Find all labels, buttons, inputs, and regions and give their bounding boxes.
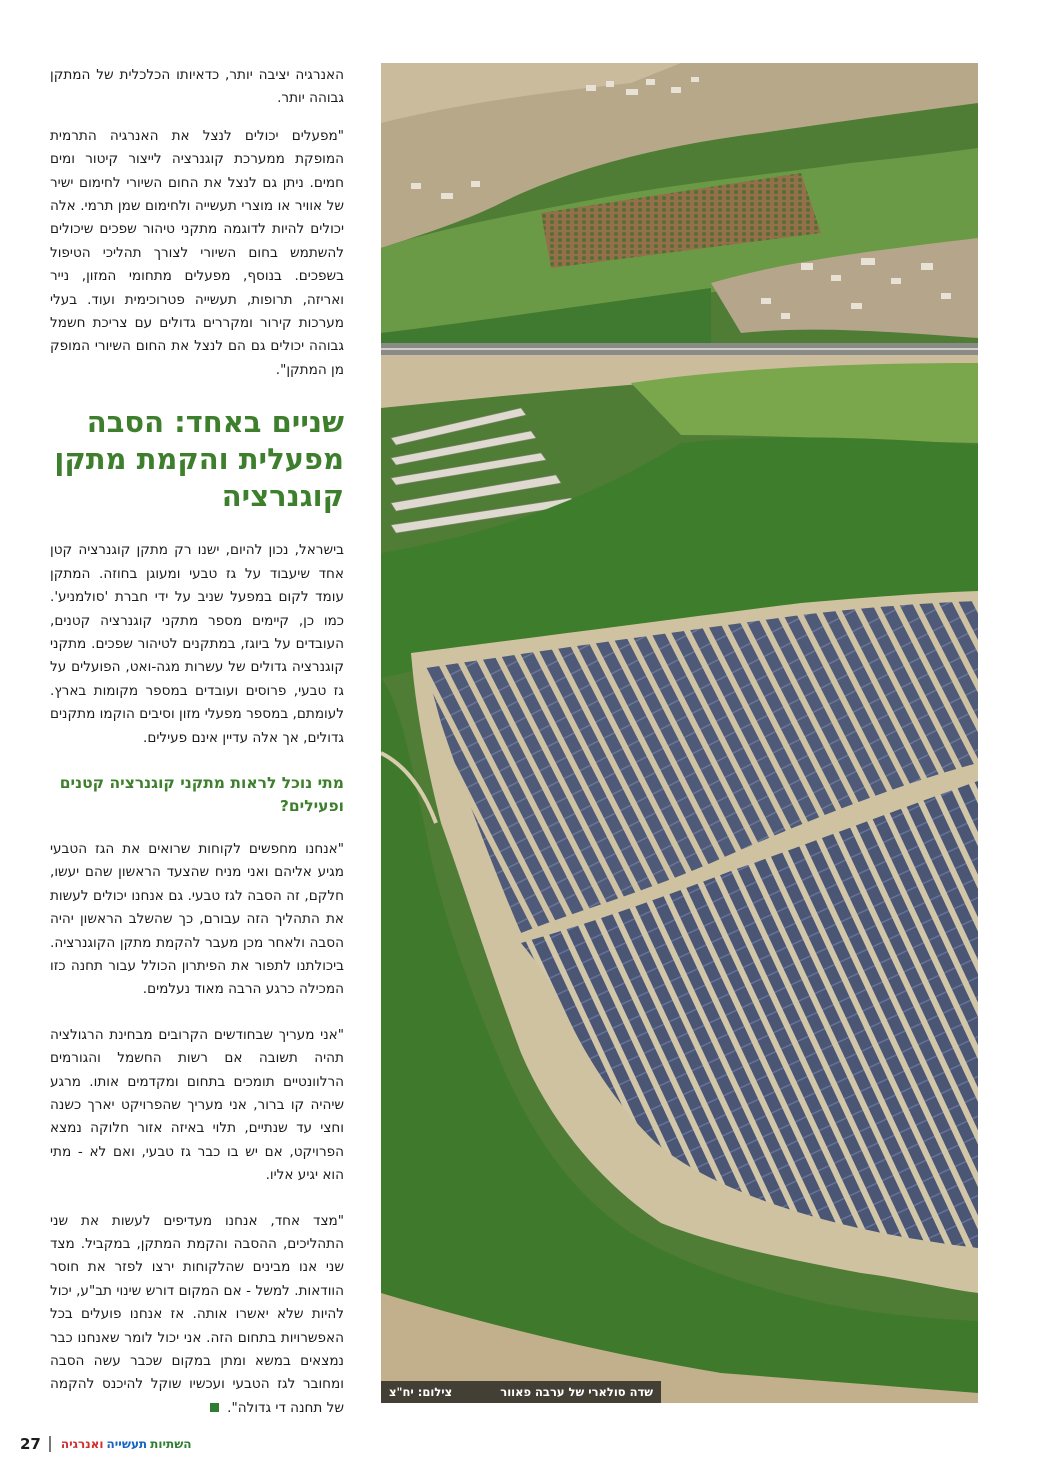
paragraph-2: "מפעלים יכולים לנצל את האנרגיה התרמית המופקת ממערכת קוגנרציה לייצור קיטור ומים חמים. ניתן גם לנצל את החום השיורי לחימום ישיר של אוויר או מוצרי תעשייה ולחימום שמן תרמי. אלה יכולים להיות לדוגמה מתקני טיהור שפכים שיכולים להשתמש בחום השיורי לצורך תהליכי הטיפול בשפכים. בנוסף, מפעלים מתחומי המזון, נייר ואריזה, תרופות, תעשייה פטרוכימית ועוד. בעלי מערכות קירור ומקררים גדולים עם צריכת חשמל גבוהה יכולים גם הם לנצל את החום השיורי המופק מן המתקן". — [50, 127, 344, 378]
photo-caption-bar — [381, 1381, 661, 1403]
publication-name-part-1: השתיות — [150, 1437, 192, 1451]
footer-divider — [49, 1436, 51, 1452]
publication-name-part-2: תעשייה — [106, 1437, 148, 1451]
paragraph-6-text: "מצד אחד, אנחנו מעדיפים לעשות את שני התהליכים, ההסבה והקמת המתקן, במקביל. מצד שני אנו מבינים שהלקוחות ירצו לפזר את חוסר הוודאות. למשל - אם המקום דורש שינוי תב"ע, יכול להיות שלא יאשרו אותה. אז אנחנו פועלים בכל האפשרויות בתחום הזה. אני יכול לומר שאנחנו כבר נמצאים במשא ומתן במקום שכבר עשה הסבה ומחובר לגז הטבעי ועכשיו שוקל להיכנס להקמה של תחנה די גדולה". — [50, 1212, 344, 1416]
publication-name-part-3: ואנרגיה — [60, 1437, 104, 1451]
photo-caption: שדה סולארי של ערבה פאוור — [500, 1385, 653, 1399]
aerial-solar-field-photo — [381, 63, 978, 1403]
photo-credit: צילום: יח"צ — [389, 1385, 453, 1399]
paragraph-4: "אנחנו מחפשים לקוחות שרואים את הגז הטבעי מגיע אליהם ואני מניח שהצעד הראשון שהם יעשו, חלקם, זה הסבה לגז טבעי. גם אנחנו יכולים לעשות את התהליך הזה עבורם, כך שהשלב הראשון יהיה הסבה ולאחר מכן מעבר להקמת מתקן הקוגנרציה. ביכולתנו לתפור את הפיתרון הכולל עבור תחנה כזו המכילה כרגע הרבה מאוד נעלמים. — [50, 840, 344, 998]
paragraph-1: האנרגיה יציבה יותר, כדאיותו הכלכלית של המתקן גבוהה יותר. — [50, 67, 344, 107]
paragraph-6 — [50, 1210, 344, 1421]
page-footer — [20, 1434, 192, 1454]
section-heading-2: מתי נוכל לראות מתקני קוגנרציה קטנים ופעילים? — [59, 773, 344, 815]
section-heading-1: שניים באחד: הסבה מפעלית והקמת מתקן קוגנרציה — [54, 405, 344, 514]
paragraph-5: "אני מעריך שבחודשים הקרובים מבחינת הרגולציה תהיה תשובה אם רשות החשמל והגורמים הרלוונטיים תומכים בתחום ומקדמים אותו. מרגע שיהיה קו ברור, אני מעריך שהפרויקט יארך כשנה וחצי עד שנתיים, תלוי באיזה אזור חלוקה נמצא הפרויקט, אם יש בו כבר גז טבעי, ואם לא - מתי הוא יגיע אליו. — [50, 1026, 344, 1184]
page-number: 27 — [20, 1435, 41, 1453]
publication-name — [61, 1437, 192, 1451]
paragraph-3: בישראל, נכון להיום, ישנו רק מתקן קוגנרציה קטן אחד שיעבוד על גז טבעי ומעוגן בחוזה. המתקן עומד לקום במפעל שניב על ידי חברת 'סולמניע'. כמו כן, קיימים מספר מתקני קוגנרציה קטנים, העובדים על ביוגז, במתקנים לטיהור שפכים. מתקני קוגנרציה גדולים של עשרות מגה-ואט, הפועלים על גז טבעי, פרוסים ועובדים במספר מקומות בארץ. לעומתם, במספר מפעלי מזון וסיבים הוקמו מתקנים גדולים, אך אלה עדיין אינם פעילים. — [50, 542, 344, 746]
end-of-article-mark — [210, 1403, 219, 1412]
article-column — [50, 64, 344, 1442]
